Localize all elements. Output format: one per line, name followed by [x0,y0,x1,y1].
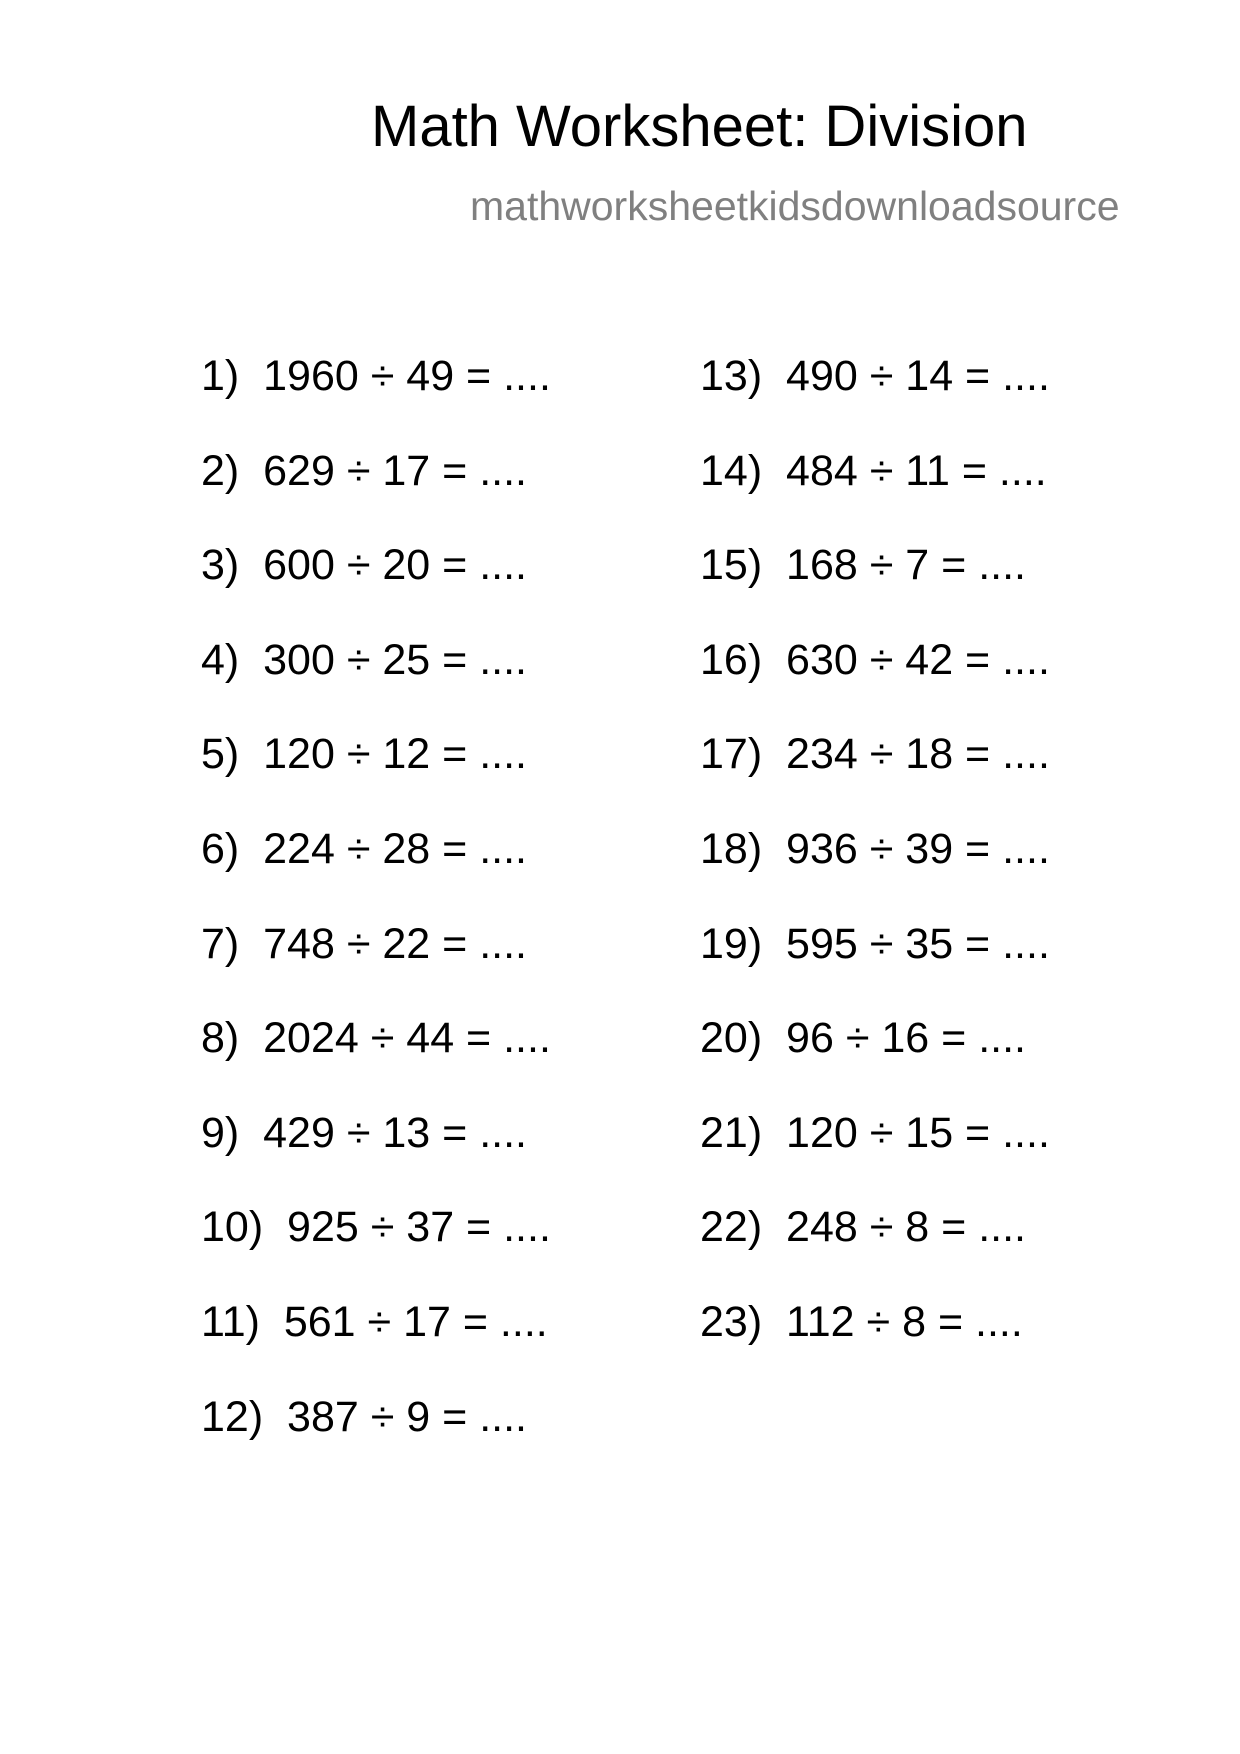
problem: 23) 112 ÷ 8 = .... [700,1297,1023,1346]
problem: 8) 2024 ÷ 44 = .... [201,1014,551,1063]
problem: 10) 925 ÷ 37 = .... [201,1203,551,1252]
problem: 21) 120 ÷ 15 = .... [700,1108,1050,1157]
problem: 15) 168 ÷ 7 = .... [700,541,1026,590]
problem: 14) 484 ÷ 11 = .... [700,446,1047,495]
problem: 6) 224 ÷ 28 = .... [201,824,527,873]
problem: 2) 629 ÷ 17 = .... [201,446,527,495]
problem: 3) 600 ÷ 20 = .... [201,541,527,590]
problem: 4) 300 ÷ 25 = .... [201,635,527,684]
problem: 9) 429 ÷ 13 = .... [201,1108,527,1157]
problem: 20) 96 ÷ 16 = .... [700,1014,1026,1063]
problems-column-right [700,353,1050,1394]
problem: 19) 595 ÷ 35 = .... [700,919,1050,968]
problem: 18) 936 ÷ 39 = .... [700,824,1050,873]
problem: 12) 387 ÷ 9 = .... [201,1392,527,1441]
problem: 7) 748 ÷ 22 = .... [201,919,527,968]
problem: 5) 120 ÷ 12 = .... [201,730,527,779]
problem: 11) 561 ÷ 17 = .... [201,1297,548,1346]
problem: 1) 1960 ÷ 49 = .... [201,352,551,400]
source-subtitle: mathworksheetkidsdownloadsource [470,183,1120,229]
problem: 17) 234 ÷ 18 = .... [700,730,1050,779]
problem: 13) 490 ÷ 14 = .... [700,352,1050,400]
problem: 22) 248 ÷ 8 = .... [700,1203,1026,1252]
page-title: Math Worksheet: Division [371,94,1028,159]
problems-column-left [201,353,551,1488]
problem: 16) 630 ÷ 42 = .... [700,635,1050,684]
